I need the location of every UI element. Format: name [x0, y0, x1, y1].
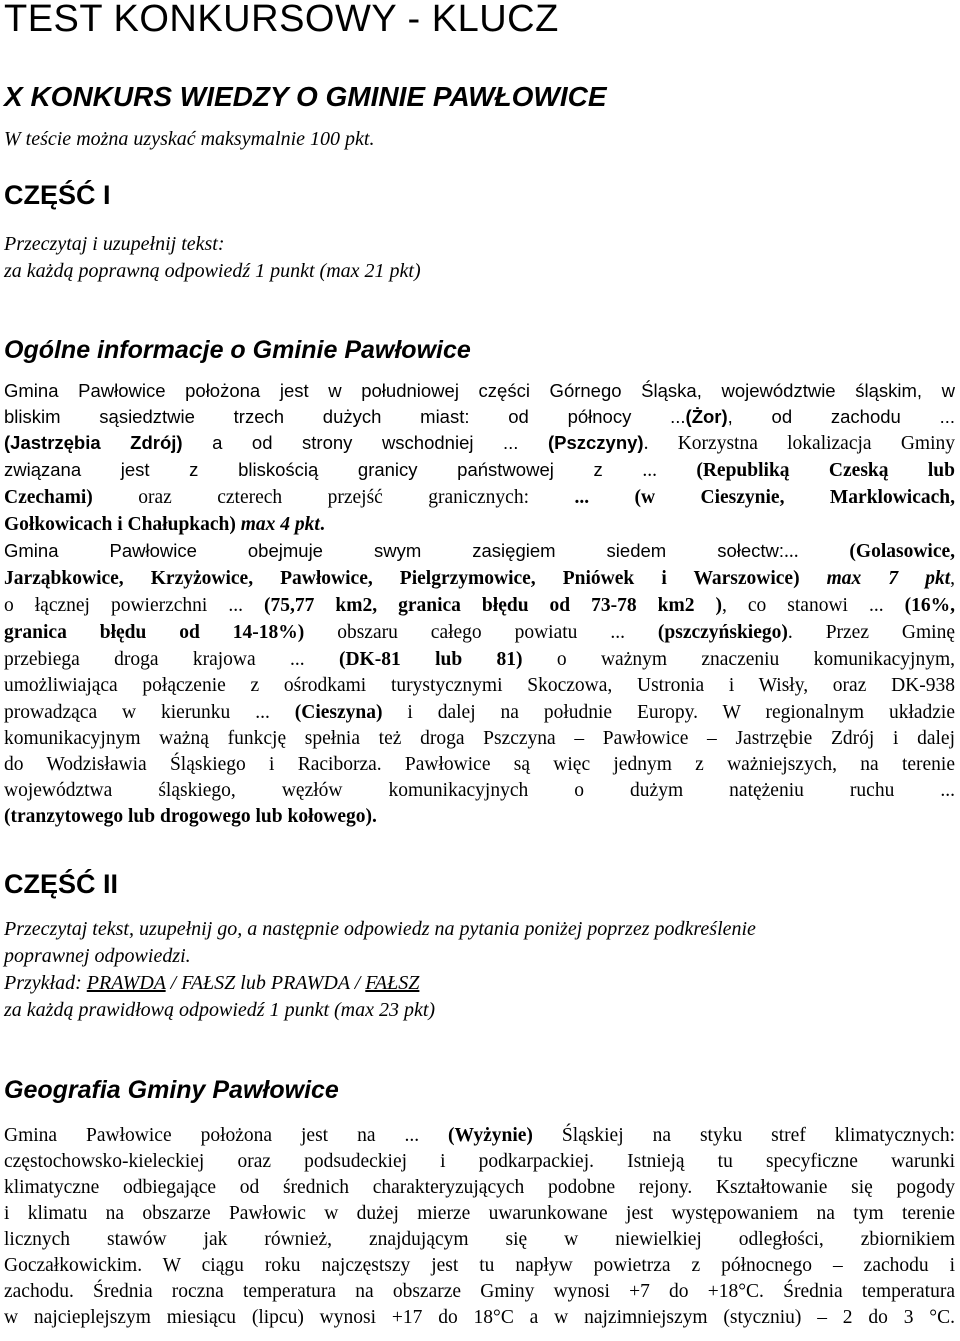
part-1-scoring: za każdą poprawną odpowiedź 1 punkt (max 21 pkt) — [4, 260, 421, 282]
part-2-instruction-cont: poprawnej odpowiedzi. — [4, 945, 191, 967]
text-line: do Wodzisławia Śląskiego i Raciborza. Pawłowice są więc jednym z ważniejszych, na terenie — [4, 754, 955, 775]
text-line: Gmina Pawłowice położona jest w południowej części Górnego Śląska, województwie śląskim, w — [4, 380, 955, 401]
text-line: i klimatu na obszarze Pawłowic w dużej mierze uwarunkowane jest występowaniem na tym terenie — [4, 1203, 955, 1224]
text-line: Gmina Pawłowice obejmuje swym zasięgiem siedem sołectw:... (Golasowice, — [4, 540, 956, 562]
text-line: o łącznej powierzchni ... (75,77 km2, granica błędu od 73-78 km2 ), co stanowi ... (16%, — [4, 595, 955, 616]
text-line: częstochowsko-kieleckiej oraz podsudeckiej i podkarpackiej. Istnieją tu specyficzne warunki — [4, 1151, 955, 1172]
geography-paragraph — [4, 1123, 955, 1331]
part-2-instruction: Przeczytaj tekst, uzupełnij go, a następnie odpowiedz na pytania poniżej poprzez podkreślenie — [4, 918, 756, 940]
text-line: bliskim sąsiedztwie trzech dużych miast: od północy ...(Żor), od zachodu ... — [4, 406, 955, 427]
text-line: umożliwiająca połączenie z ośrodkami turystycznymi Skoczowa, Ustronia i Wisły, oraz DK-938 — [4, 675, 955, 696]
part-1-heading: CZĘŚĆ I — [4, 180, 111, 210]
document-title: TEST KONKURSOWY - KLUCZ — [4, 0, 559, 40]
text-line: prowadząca w kierunku ... (Cieszyna) i dalej na południe Europy. W regionalnym układzie — [4, 702, 956, 723]
general-info-paragraph — [4, 378, 955, 830]
text-line: Gmina Pawłowice położona jest na ... (Wyżynie) Śląskiej na styku stref klimatycznych: — [4, 1125, 955, 1146]
text-line: Czechami) oraz czterech przejść granicznych: ... (w Cieszynie, Marklowicach, — [4, 487, 956, 508]
section-general-info-title: Ogólne informacje o Gminie Pawłowice — [4, 336, 471, 364]
text-line: granica błędu od 14-18%) obszaru całego powiatu ... (pszczyńskiego). Przez Gminę — [4, 622, 955, 643]
text-line: Jarząbkowice, Krzyżowice, Pawłowice, Pielgrzymowice, Pniówek i Warszowice) max 7 pkt, — [4, 568, 955, 589]
text-line: Gołkowicach i Chałupkach) max 4 pkt. — [4, 514, 325, 535]
max-points-note: W teście można uzyskać maksymalnie 100 pkt. — [4, 128, 375, 150]
text-line: województwa śląskiego, węzłów komunikacyjnych o dużym natężeniu ruchu ... — [4, 780, 955, 801]
text-line: w najcieplejszym miesiącu (lipcu) wynosi +17 do 18°C a w najzimniejszym (styczniu) – 2 do 3 °C. — [4, 1307, 955, 1328]
section-geography-title: Geografia Gminy Pawłowice — [4, 1076, 339, 1104]
text-line: licznych stawów jak również, znajdującym się w niewielkiej odległości, zbiornikiem — [4, 1229, 955, 1250]
text-line: klimatyczne odbiegające od średnich charakteryzujących podobne rejony. Kształtowanie się pogody — [4, 1177, 955, 1198]
text-line: zachodu. Średnia roczna temperatura na obszarze Gminy wynosi +7 do +18°C. Średnia temperatura — [4, 1281, 955, 1302]
part-1-instruction: Przeczytaj i uzupełnij tekst: — [4, 233, 225, 255]
text-line: przebiega droga krajowa ... (DK-81 lub 81) o ważnym znaczeniu komunikacyjnym, — [4, 649, 955, 670]
text-line: związana jest z bliskością granicy państwowej z ... (Republiką Czeską lub — [4, 459, 955, 481]
text-line: (tranzytowego lub drogowego lub kołowego). — [4, 806, 377, 827]
part-2-example: Przykład: PRAWDA / FAŁSZ lub PRAWDA / FAŁSZ — [4, 972, 420, 994]
part-2-scoring: za każdą prawidłową odpowiedź 1 punkt (max 23 pkt) — [4, 999, 436, 1021]
text-line: Goczałkowickim. W ciągu roku najczęstszy jest tu napływ powietrza z północnego – zachodu i — [4, 1255, 955, 1276]
text-line: (Jastrzębia Zdrój) a od strony wschodniej ... (Pszczyny). Korzystna lokalizacja Gminy — [4, 432, 955, 454]
text-line: komunikacyjnym ważną funkcję spełnia też droga Pszczyna – Pawłowice – Jastrzębie Zdrój i dalej — [4, 728, 955, 749]
part-2-heading: CZĘŚĆ II — [4, 869, 119, 899]
document-subtitle: X KONKURS WIEDZY O GMINIE PAWŁOWICE — [4, 81, 607, 112]
